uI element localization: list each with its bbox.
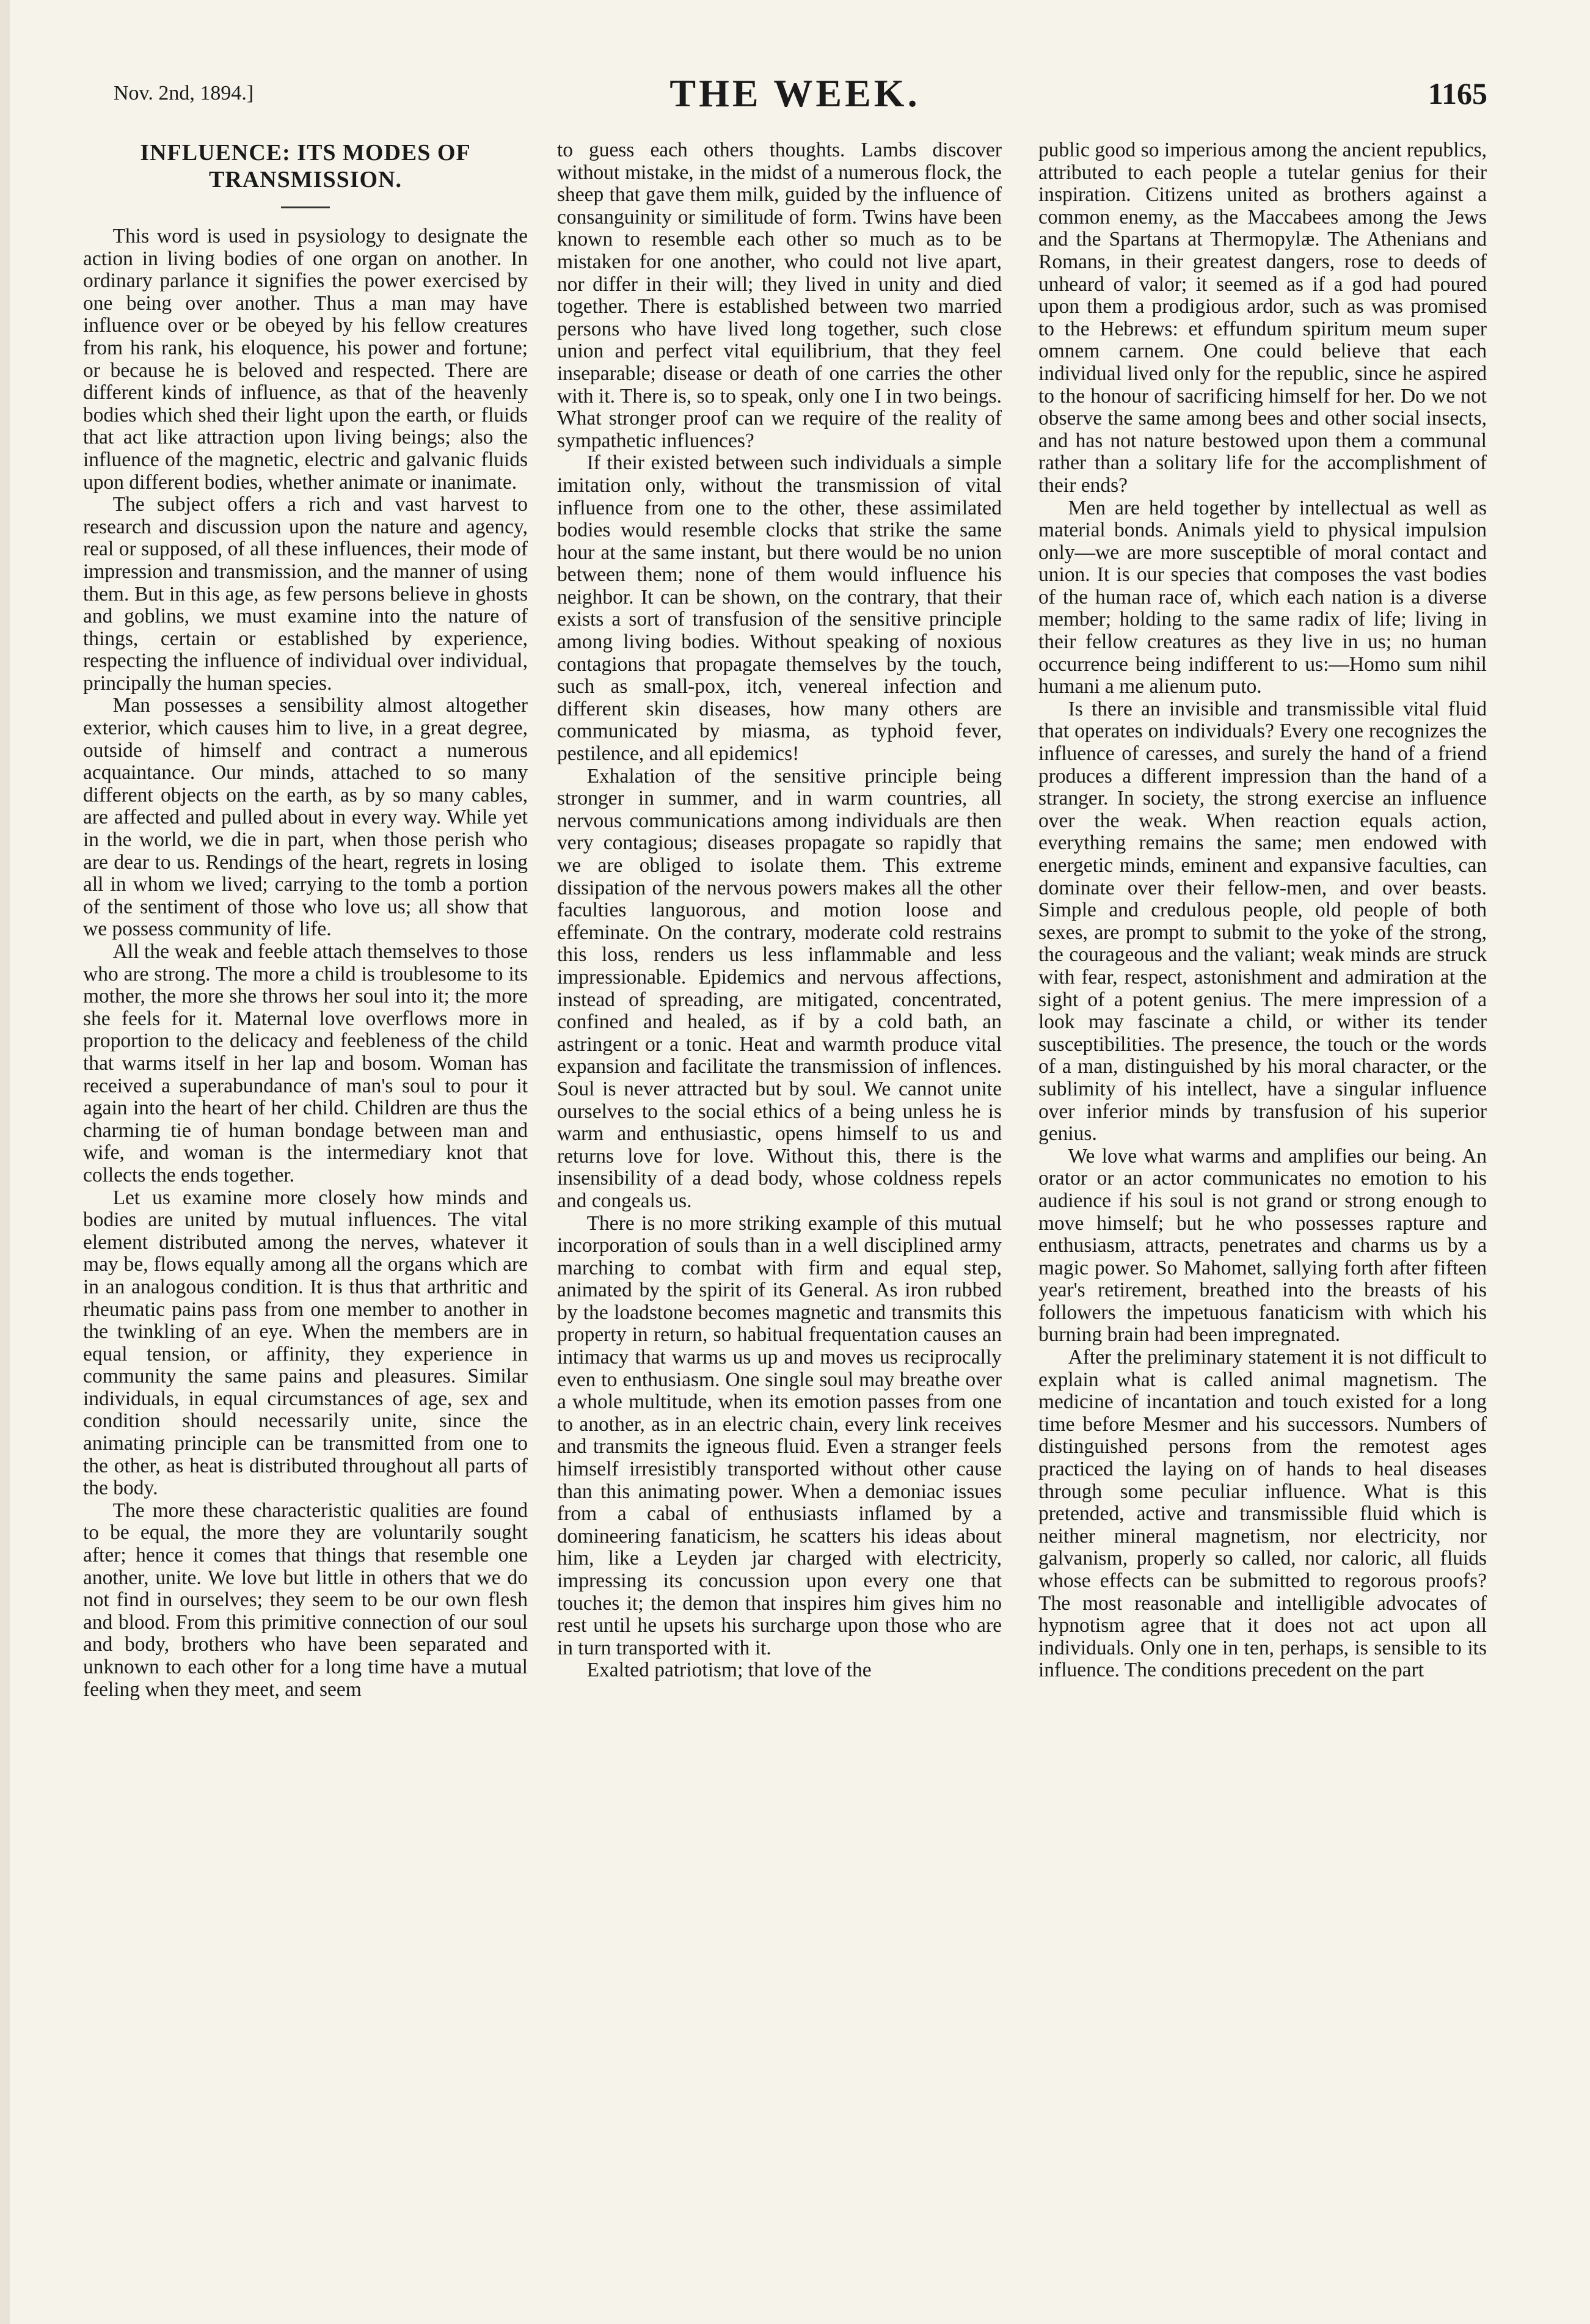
article-title: INFLUENCE: ITS MODES OF TRANSMISSION. [140, 140, 471, 192]
paragraph: Men are held together by intellectual as well as material bonds. Animals yield to physical impulsion only—we are more susceptible of moral contact and union. It is our species that composes the vast bodies of the human race of, which each nation is a diverse member; holding to the same radix of life; living in their fellow creatures as they live in us; no human occurrence being indifferent to us:—Homo sum nihil humani a me alienum puto. [1038, 496, 1487, 698]
paragraph: Exalted patriotism; that love of the [586, 1659, 872, 1682]
paragraph: The subject offers a rich and vast harvest to research and discussion upon the nature and agency, real or supposed, of all these influences, their mode of impression and transmission, and the manner of using them. But in this age, as few persons believe in ghosts and goblins, we must examine into the nature of things, certain or established by experience, respecting the influence of individual over individual, principally the human species. [83, 493, 528, 695]
paragraph: The more these characteristic qualities are found to be equal, the more they are voluntarily sought after; hence it comes that things that resemble one another, unite. We love but little in others that we do not find in ourselves; they seem to be our own flesh and blood. From this primitive connection of our soul and body, brothers who have been separated and unknown to each other for a long time have a mutual feeling when they meet, and seem [83, 1499, 528, 1701]
paragraph: This word is used in psysiology to designate the action in living bodies of one organ on another. In ordinary parlance it signifies the power exercised by one being over another. Thus a man may have influence over or be obeyed by his fellow creatures from his rank, his eloquence, his power and fortune; or because he is beloved and respected. There are different kinds of influence, as that of the heavenly bodies which shed their light upon the earth, or fluids that act like attraction upon living beings; also the influence of the magnetic, electric and galvanic fluids upon different bodies, whether animate or inanimate. [83, 225, 528, 494]
paragraph: After the preliminary statement it is not difficult to explain what is called animal magnetism. The medicine of incantation and touch existed for a long time before Mesmer and his successors. Numbers of distinguished persons from the remotest ages practiced the laying on of hands to heal diseases through some peculiar influence. What is this pretended, active and transmissible fluid which is neither mineral magnetism, nor electricity, nor galvanism, properly so called, nor caloric, all fluids whose effects can be submitted to regorous proofs? The most reasonable and intelligible advocates of hypnotism agree that it does not act upon all individuals. Only one in ten, perhaps, is sensible to its influence. The conditions precedent on the part [1038, 1346, 1487, 1682]
title-rule [281, 206, 330, 208]
page-left-edge [0, 0, 10, 2324]
paragraph: Man possesses a sensibility almost altogether exterior, which causes him to live, in a great degree, outside of himself and contract a numerous acquaintance. Our minds, attached to so many different objects on the earth, as by so many cables, are affected and pulled about in every way. While yet in the world, we die in part, when those perish who are dear to us. Rendings of the heart, regrets in losing all in whom we lived; carrying to the tomb a portion of the sentiment of those who love us; all show that we possess community of life. [83, 694, 528, 941]
paragraph: Let us examine more closely how minds and bodies are united by mutual influences. The vital element distributed among the nerves, whatever it may be, flows equally among all the organs which are in an analogous condition. It is thus that arthritic and rheumatic pains pass from one member to another in the twinkling of an eye. When the members are in equal tension, or affinity, they experience in community the same pains and pleasures. Similar individuals, in equal circumstances of age, sex and condition should necessarily unite, since the animating principle can be transmitted from one to the other, as heat is distributed throughout all parts of the body. [83, 1186, 528, 1500]
column-3 [1038, 139, 1487, 1682]
paragraph: All the weak and feeble attach themselves to those who are strong. The more a child is troublesome to its mother, the more she throws her soul into it; the more she feels for it. Maternal love overflows more in proportion to the delicacy and feebleness of the child that warms itself in her lap and bosom. Woman has received a superabundance of man's soul to pour it again into the heart of her child. Children are thus the charming tie of human bondage between man and wife, and woman is the intermediary knot that collects the ends together. [83, 940, 528, 1186]
paragraph: public good so imperious among the ancient republics, attributed to each people a tutelar genius for their inspiration. Citizens united as brothers against a common enemy, as the Maccabees among the Jews and the Spartans at Thermopylæ. The Athenians and Romans, in their greatest dangers, rose to deeds of unheard of valor; it seemed as if a god had poured upon them a prodigious ardor, such as was promised to the Hebrews: et effundum spiritum meum super omnem carnem. One could believe that each individual lived only for the republic, since he aspired to the honour of sacrificing himself for her. Do we not observe the same among bees and other social insects, and has not nature bestowed upon them a communal rather than a solitary life for the accomplishment of their ends? [1038, 139, 1487, 497]
paragraph: We love what warms and amplifies our being. An orator or an actor communicates no emotion to his audience if his soul is not grand or strong enough to move himself; but he who possesses rapture and enthusiasm, attracts, penetrates and charms us by a magic power. So Mahomet, sallying forth after fifteen year's retirement, breathed into the breasts of his followers the impetuous fanaticism with which his burning brain had been impregnated. [1038, 1144, 1487, 1347]
paragraph: There is no more striking example of this mutual incorporation of souls than in a well disciplined army marching to combat with firm and equal step, animated by the spirit of its General. As iron rubbed by the loadstone becomes magnetic and transmits this property in return, so habitual frequentation causes an intimacy that warms us up and moves us reciprocally even to enthusiasm. One single soul may breathe over a whole multitude, when its emotion passes from one to another, as in an electric chain, every link receives and transmits the igneous fluid. Even a stranger feels himself irresistibly transported without other cause than this animating power. When a demoniac issues from a cabal of enthusiasts inflamed by a domineering fanaticism, he scatters his ideas about him, like a Leyden jar charged with electricity, impressing its concussion upon every one that touches it; the demon that inspires him gives him no rest until he upsets his surcharge upon those who are in turn transported with it. [557, 1211, 1002, 1659]
paragraph: Is there an invisible and transmissible vital fluid that operates on individuals? Every one recognizes the influence of caresses, and surely the hand of a friend produces a different impression than the hand of a stranger. In society, the strong exercise an influence over the weak. When reaction equals action, everything remains the same; men endowed with energetic minds, eminent and expansive faculties, can dominate over their fellow-men, and over beasts. Simple and credulous people, old people of both sexes, are prompt to submit to the yoke of the strong, the courageous and the valiant; weak minds are struck with fear, respect, astonishment and admiration at the sight of a potent genius. The mere impression of a look may fascinate a child, or wither its tender susceptibilities. The presence, the touch or the words of a man, distinguished by his moral character, or the sublimity of his intellect, have a singular influence over inferior minds by transfusion of his superior genius. [1038, 697, 1487, 1146]
column-2 [557, 139, 1002, 1682]
column-1 [83, 139, 528, 1701]
paragraph: Exhalation of the sensitive principle being stronger in summer, and in warm countries, all nervous communications among individuals are then very contagious; diseases propagate so rapidly that we are obliged to isolate them. This extreme dissipation of the nervous powers makes all the other faculties languorous, and motion loose and effeminate. On the contrary, moderate cold restrains this loss, renders us less inflammable and less impressionable. Epidemics and nervous affections, instead of spreading, are mitigated, concentrated, confined and healed, as if by a cold bath, an astringent or a tonic. Heat and warmth produce vital expansion and facilitate the transmission of inflences. Soul is never attracted but by soul. We cannot unite ourselves to the social ethics of a being unless he is warm and enthusiastic, opens himself to us and returns love for love. Without this, there is the insensibility of a dead body, whose coldness repels and congeals us. [557, 764, 1002, 1212]
masthead [0, 67, 1590, 134]
issue-date: Nov. 2nd, 1894.] [114, 82, 254, 104]
publication-title: THE WEEK. [669, 71, 921, 115]
paragraph: to guess each others thoughts. Lambs discover without mistake, in the midst of a numerous flock, the sheep that gave them milk, guided by the influence of consanguinity or similitude of form. Twins have been known to resemble each other so much as to be mistaken for one another, who could not live apart, nor differ in their will; they lived in unity and died together. There is established between two married persons who have lived long together, such close union and perfect vital equilibrium, that they feel inseparable; disease or death of one carries the other with it. There is, so to speak, only one I in two beings. What stronger proof can we require of the reality of sympathetic influences? [557, 139, 1002, 452]
page-number: 1165 [1428, 76, 1487, 111]
paragraph: If their existed between such individuals a simple imitation only, without the transmission of vital influence from one to the other, these assimilated bodies would resemble clocks that strike the same hour at the same instant, but there would be no union between them; none of them would influence his neighbor. It can be shown, on the contrary, that their exists a sort of transfusion of the sensitive principle among living bodies. Without speaking of noxious contagions that propagate themselves by the touch, such as small-pox, itch, venereal infection and different skin diseases, how many others are communicated by miasma, as typhoid fever, pestilence, and all epidemics! [557, 451, 1002, 766]
